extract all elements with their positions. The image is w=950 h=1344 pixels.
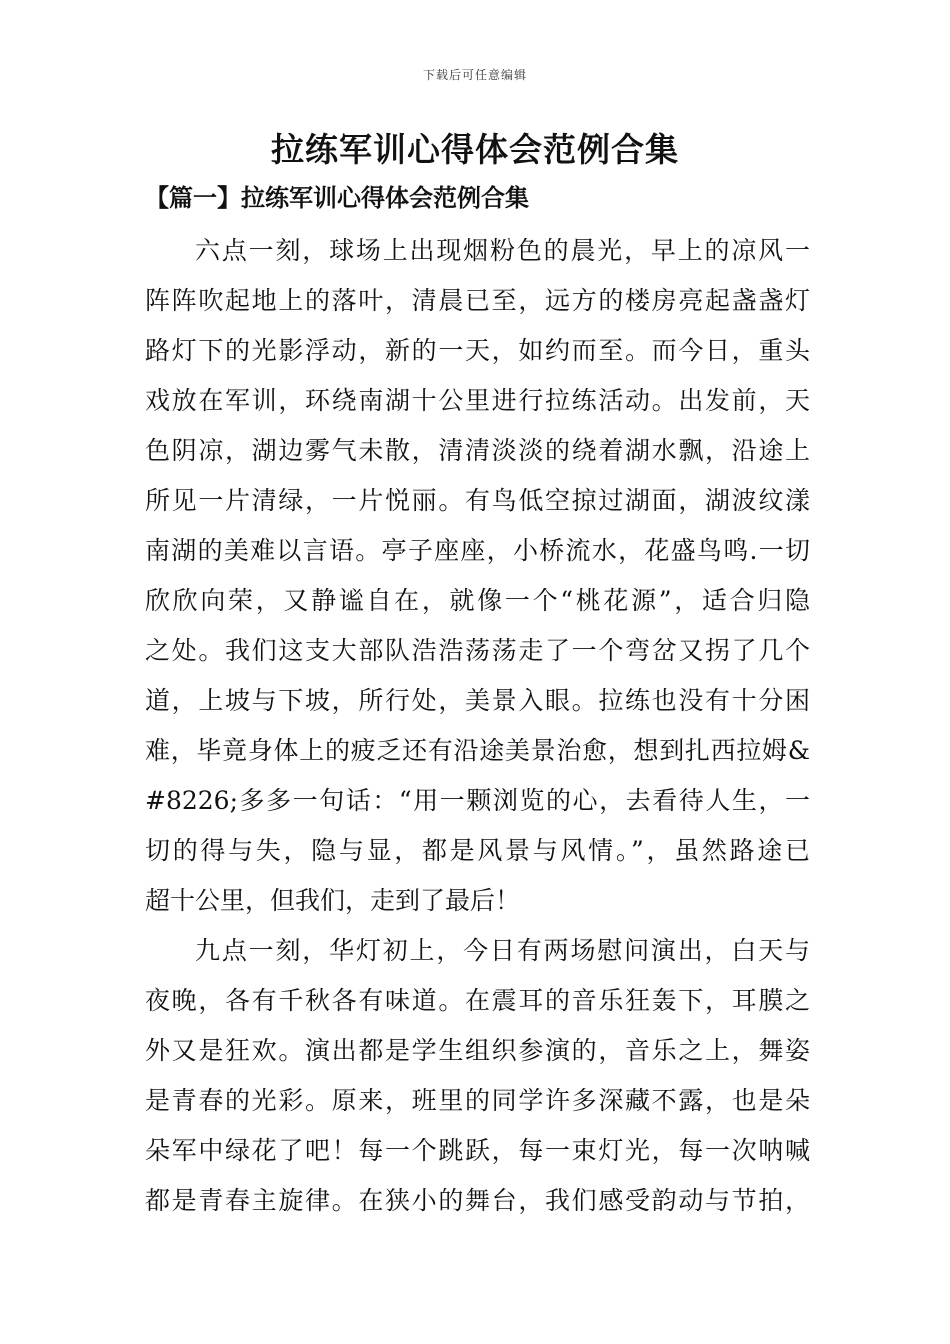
paragraph-line: 路灯下的光影浮动，新的一天，如约而至。而今日，重头 [145,336,810,365]
paragraph-line: 道，上坡与下坡，所行处，美景入眼。拉练也没有十分困 [145,686,810,715]
paragraph-line: 是青春的光彩。原来，班里的同学许多深藏不露，也是朵 [145,1086,810,1115]
paragraph-line: #8226;多多一句话：“用一颗浏览的心，去看待人生，一 [145,786,810,815]
paragraph-line: 外又是狂欢。演出都是学生组织参演的，音乐之上，舞姿 [145,1036,810,1065]
paragraph-line: 之处。我们这支大部队浩浩荡荡走了一个弯岔又拐了几个 [145,636,810,665]
paragraph-line: 难，毕竟身体上的疲乏还有沿途美景治愈，想到扎西拉姆& [145,736,810,765]
paragraph-line: 所见一片清绿，一片悦丽。有鸟低空掠过湖面，湖波纹漾 [145,486,810,515]
paragraph-line: 切的得与失，隐与显，都是风景与风情。”，虽然路途已 [145,836,810,865]
paragraph-line: 超十公里，但我们，走到了最后！ [145,886,521,915]
body-text [145,226,810,1226]
paragraph-line: 戏放在军训，环绕南湖十公里进行拉练活动。出发前，天 [145,386,810,415]
page-title: 拉练军训心得体会范例合集 [271,130,679,169]
paragraph-line: 都是青春主旋律。在狭小的舞台，我们感受韵动与节拍， [145,1186,810,1215]
paragraph-line: 南湖的美难以言语。亭子座座，小桥流水，花盛鸟鸣.一切 [145,536,810,565]
paragraph-line: 九点一刻，华灯初上，今日有两场慰问演出，白天与 [195,936,810,965]
section-heading: 【篇一】拉练军训心得体会范例合集 [145,183,529,212]
paragraph-line: 夜晚，各有千秋各有味道。在震耳的音乐狂轰下，耳膜之 [145,986,810,1015]
paragraph-line: 色阴凉，湖边雾气未散，清清淡淡的绕着湖水飘，沿途上 [145,436,810,465]
paragraph-line: 阵阵吹起地上的落叶，清晨已至，远方的楼房亮起盏盏灯 [145,286,810,315]
paragraph-line: 六点一刻，球场上出现烟粉色的晨光，早上的凉风一 [195,236,810,265]
header-note: 下载后可任意编辑 [422,68,527,82]
paragraph-line: 欣欣向荣，又静谧自在，就像一个“桃花源”，适合归隐 [145,586,810,615]
paragraph-line: 朵军中绿花了吧！每一个跳跃，每一束灯光，每一次呐喊 [145,1136,810,1165]
